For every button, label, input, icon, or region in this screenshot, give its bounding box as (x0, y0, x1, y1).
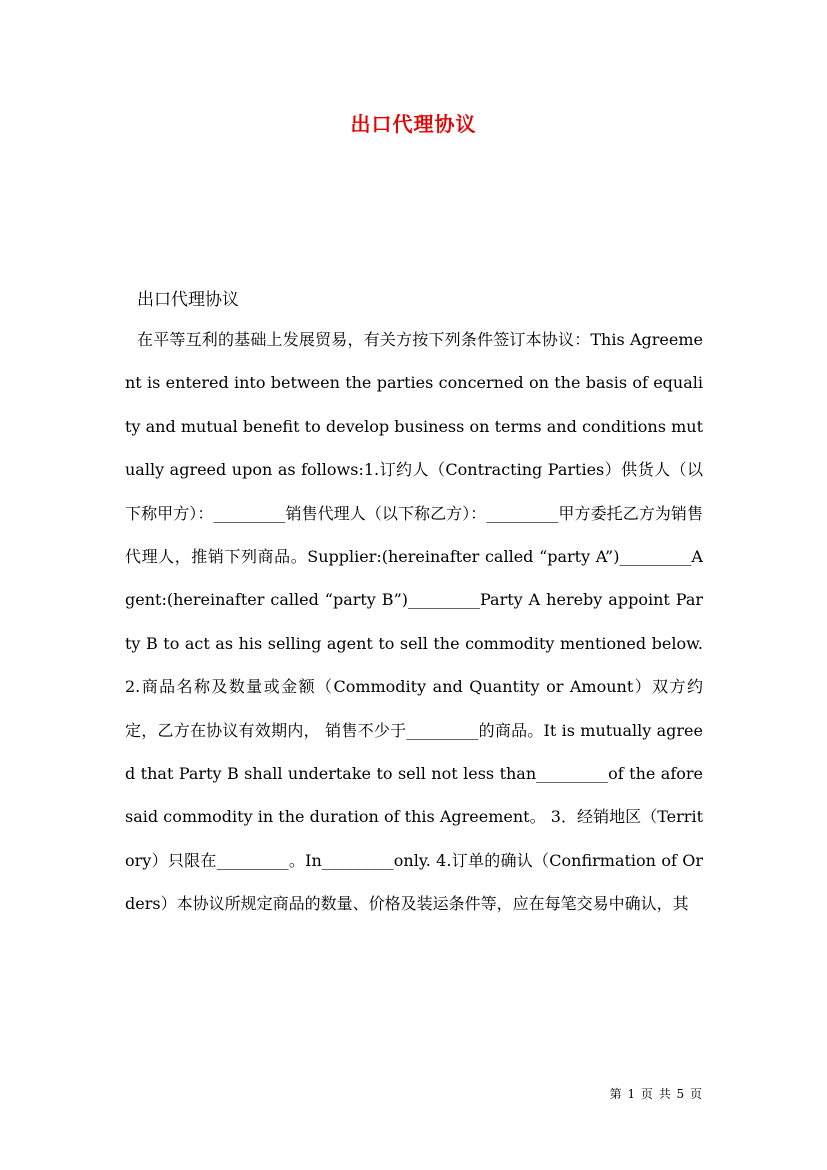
page-number-footer: 第 1 页 共 5 页 (609, 1087, 703, 1101)
section-heading: 出口代理协议 (137, 290, 239, 310)
agreement-body-text: 在平等互利的基础上发展贸易，有关方按下列条件签订本协议：This Agreement is entered into between the parties concerned on the basis of equality and mutual benefit to develop business on terms and conditions mutually agreed upon as follows:1.订约人（Contracting Parties）供货人（以下称甲方）：_________销售代理人（以下称乙方）：_________甲方委托乙方为销售代理人，推销下列商品。Supplier:(hereinafter called “party A”)_________Agent:(hereinafter called “party B”)_________Party A hereby appoint Party B to act as his selling agent to sell the commodity mentioned below.2.商品名称及数量或金额（Commodity and Quantity or Amount）双方约定，乙方在协议有效期内， 销售不少于_________的商品。It is mutually agreed that Party B shall undertake to sell not less than_________of the aforesaid commodity in the duration of this Agreement。 3．经销地区（Territory）只限在_________。In_________only. 4.订单的确认（Confirmation of Orders）本协议所规定商品的数量、价格及装运条件等，应在每笔交易中确认，其 (125, 330, 703, 914)
document-title: 出口代理协议 (350, 112, 477, 136)
